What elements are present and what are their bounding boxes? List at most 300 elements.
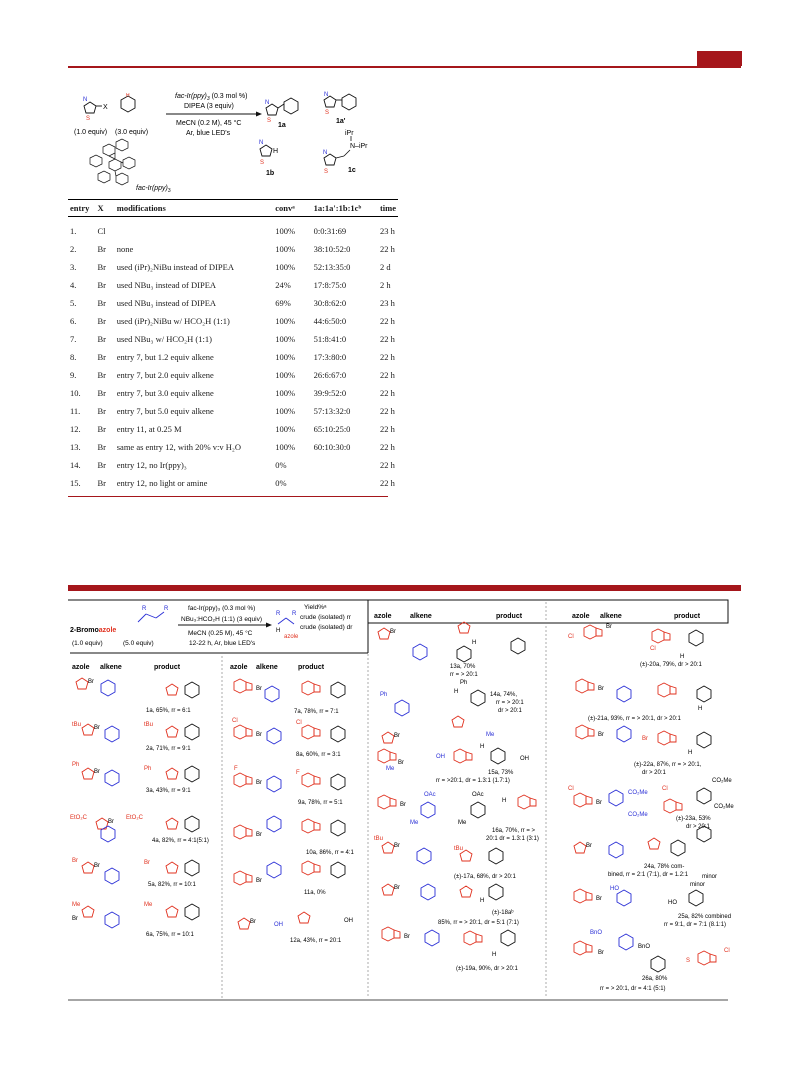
cell-ratio xyxy=(312,456,378,474)
cell-x: Br xyxy=(97,478,107,488)
header-accent-block xyxy=(697,51,742,66)
column-headers xyxy=(72,613,701,671)
table-row xyxy=(68,420,398,438)
cell-ratio: 17:3:80:0 xyxy=(313,352,347,362)
svg-text:Br: Br xyxy=(94,725,100,731)
svg-text:Br: Br xyxy=(404,934,410,940)
svg-text:(±)-17a, 68%, dr > 20:1: (±)-17a, 68%, dr > 20:1 xyxy=(454,874,516,880)
svg-text:azole: azole xyxy=(72,664,90,671)
substrate-scope-scheme xyxy=(68,598,741,1003)
svg-text:iPr: iPr xyxy=(345,130,354,137)
table-footer-rule xyxy=(68,496,388,497)
svg-text:OAc: OAc xyxy=(472,792,484,798)
product-1b xyxy=(259,140,278,177)
svg-text:(1.0 equiv): (1.0 equiv) xyxy=(72,640,103,647)
svg-text:Br: Br xyxy=(144,860,150,866)
cell-modification: entry 7, but 3.0 equiv alkene xyxy=(116,388,214,398)
col-modifications: modifications xyxy=(115,200,274,217)
svg-text:azole: azole xyxy=(572,613,590,620)
svg-text:Br: Br xyxy=(72,916,78,922)
svg-text:(±)-23a, 53%: (±)-23a, 53% xyxy=(676,816,711,822)
cell-conv: 24% xyxy=(275,280,291,290)
cell-modification: same as entry 12, with 20% v:v H₂O xyxy=(116,442,242,452)
cell-conv: 100% xyxy=(275,316,296,326)
svg-text:CO₂Me: CO₂Me xyxy=(712,778,732,784)
svg-text:15a, 73%: 15a, 73% xyxy=(488,770,514,776)
cell-entry: 14. xyxy=(70,460,81,470)
svg-text:H: H xyxy=(276,628,281,634)
svg-text:Br: Br xyxy=(256,832,262,838)
svg-text:Br: Br xyxy=(94,863,100,869)
cell-time: 22 h xyxy=(379,334,395,344)
svg-text:Br: Br xyxy=(598,732,604,738)
svg-text:(±)-20a, 79%, dr > 20:1: (±)-20a, 79%, dr > 20:1 xyxy=(640,662,702,668)
condition-base: DIPEA (3 equiv) xyxy=(184,103,234,110)
cell-entry: 13. xyxy=(70,442,81,452)
svg-text:X: X xyxy=(103,104,108,111)
cell-x: Br xyxy=(97,424,107,434)
svg-text:1b: 1b xyxy=(266,170,275,177)
svg-text:minor: minor xyxy=(690,882,706,888)
column-4 xyxy=(568,624,734,992)
svg-text:8a, 60%, rr = 3:1: 8a, 60%, rr = 3:1 xyxy=(296,752,341,758)
svg-text:H: H xyxy=(480,898,485,904)
cell-conv: 100% xyxy=(275,406,296,416)
svg-text:N: N xyxy=(324,92,329,98)
cell-ratio: 26:6:67:0 xyxy=(313,370,347,380)
cell-conv: 100% xyxy=(275,225,296,236)
svg-text:Ph: Ph xyxy=(380,692,388,698)
svg-text:Br: Br xyxy=(398,760,404,766)
svg-text:2a, 71%, rr = 9:1: 2a, 71%, rr = 9:1 xyxy=(146,746,191,752)
svg-text:9a, 78%, rr = 5:1: 9a, 78%, rr = 5:1 xyxy=(298,800,343,806)
svg-text:Br: Br xyxy=(250,919,256,925)
svg-text:Cl: Cl xyxy=(232,718,238,724)
svg-text:tBu: tBu xyxy=(374,836,384,842)
column-3 xyxy=(374,622,539,972)
svg-text:R: R xyxy=(276,611,281,617)
cell-ratio: 39:9:52:0 xyxy=(313,388,347,398)
column-2 xyxy=(232,679,355,944)
svg-text:4a, 82%, rr = 4:1(5:1): 4a, 82%, rr = 4:1(5:1) xyxy=(152,838,209,844)
cell-time: 22 h xyxy=(379,478,395,488)
svg-text:product: product xyxy=(154,664,181,671)
cell-conv: 0% xyxy=(275,460,287,470)
svg-text:R: R xyxy=(292,611,297,617)
product-1a xyxy=(265,98,298,129)
svg-text:Ph: Ph xyxy=(144,766,152,772)
cell-conv: 100% xyxy=(275,244,296,254)
svg-text:1c: 1c xyxy=(348,167,356,174)
svg-text:CO₂Me: CO₂Me xyxy=(714,804,734,810)
reagent1-equiv: (1.0 equiv) xyxy=(74,129,108,136)
cell-modification: none xyxy=(116,244,134,254)
col-entry: entry xyxy=(68,200,96,217)
svg-text:6a, 75%, rr = 10:1: 6a, 75%, rr = 10:1 xyxy=(146,932,194,938)
svg-text:(±)-22a, 87%, rr = > 20:1,: (±)-22a, 87%, rr = > 20:1, xyxy=(634,762,702,768)
svg-text:H: H xyxy=(454,689,459,695)
svg-text:NBu₃:HCO₂H (1:1) (3 equiv): NBu₃:HCO₂H (1:1) (3 equiv) xyxy=(181,616,263,623)
catalyst-label: fac-$Ir(ppy)_3$ xyxy=(136,185,171,194)
cell-x: Br xyxy=(97,334,107,344)
table-row xyxy=(68,276,398,294)
svg-text:N: N xyxy=(265,100,270,106)
svg-text:12-22 h, Ar, blue LED's: 12-22 h, Ar, blue LED's xyxy=(189,640,256,647)
cell-conv: 100% xyxy=(275,442,296,452)
header-title: 2-Bromoazole xyxy=(70,627,117,634)
svg-text:H: H xyxy=(492,952,497,958)
cell-x: Cl xyxy=(97,225,106,236)
cell-conv: 100% xyxy=(275,352,296,362)
svg-text:Br: Br xyxy=(586,843,592,849)
cell-entry: 4. xyxy=(70,280,77,290)
svg-text:Br: Br xyxy=(394,885,400,891)
cell-x: Br xyxy=(97,244,107,254)
cell-modification: entry 7, but 2.0 equiv alkene xyxy=(116,370,214,380)
table-row xyxy=(68,217,398,241)
cell-x: Br xyxy=(97,370,107,380)
cell-modification xyxy=(115,217,274,241)
svg-text:F: F xyxy=(234,766,238,772)
svg-text:(±)-21a, 93%, rr = > 20:1, dr: (±)-21a, 93%, rr = > 20:1, dr > 20:1 xyxy=(588,716,681,722)
svg-text:BnO: BnO xyxy=(590,930,603,936)
svg-text:crude (isolated) dr: crude (isolated) dr xyxy=(300,624,353,631)
svg-text:F: F xyxy=(296,770,300,776)
svg-text:Cl: Cl xyxy=(568,634,574,640)
cell-ratio: 60:10:30:0 xyxy=(313,442,351,452)
svg-text:(5.0 equiv): (5.0 equiv) xyxy=(123,640,154,647)
cell-ratio: 44:6:50:0 xyxy=(313,316,347,326)
svg-text:Br: Br xyxy=(256,780,262,786)
svg-text:S: S xyxy=(86,116,91,122)
cell-conv: 69% xyxy=(275,298,291,308)
svg-text:rr = 9:1, dr = 7:1 (8.1:1): rr = 9:1, dr = 7:1 (8.1:1) xyxy=(664,922,727,928)
svg-text:OAc: OAc xyxy=(424,792,436,798)
svg-text:12a, 43%, rr = 20:1: 12a, 43%, rr = 20:1 xyxy=(290,938,342,944)
svg-text:tBu: tBu xyxy=(144,722,154,728)
svg-text:tBu: tBu xyxy=(72,722,82,728)
svg-text:alkene: alkene xyxy=(410,613,432,620)
cell-ratio: 57:13:32:0 xyxy=(313,406,351,416)
svg-text:Br: Br xyxy=(108,819,114,825)
cell-entry: 1. xyxy=(70,225,77,236)
table-row xyxy=(68,474,398,492)
cell-x: Br xyxy=(97,262,107,272)
cell-modification: entry 11, at 0.25 M xyxy=(116,424,182,434)
column-1 xyxy=(70,678,209,938)
svg-text:minor: minor xyxy=(702,874,718,880)
col-conv: convᵃ xyxy=(273,200,311,217)
col-x: X xyxy=(96,200,115,217)
cell-time: 23 h xyxy=(379,225,395,236)
optimization-table xyxy=(68,199,398,492)
cell-x: Br xyxy=(97,352,107,362)
svg-text:rr = > 20:1: rr = > 20:1 xyxy=(496,700,524,706)
svg-text:S: S xyxy=(260,160,265,166)
cell-x: Br xyxy=(97,280,107,290)
svg-text:1a': 1a' xyxy=(336,118,346,125)
svg-text:1a, 65%, rr = 6:1: 1a, 65%, rr = 6:1 xyxy=(146,708,191,714)
svg-text:rr = > 20:1, dr = 4:1 (5:1): rr = > 20:1, dr = 4:1 (5:1) xyxy=(600,986,666,992)
svg-text:N: N xyxy=(259,140,264,146)
svg-text:Me: Me xyxy=(486,732,495,738)
svg-text:24a, 78% com-: 24a, 78% com- xyxy=(644,864,685,870)
svg-text:H: H xyxy=(688,750,693,756)
cell-time: 2 h xyxy=(379,280,391,290)
svg-text:H: H xyxy=(472,640,477,646)
table-row xyxy=(68,384,398,402)
cell-ratio: 38:10:52:0 xyxy=(313,244,351,254)
svg-text:1a: 1a xyxy=(278,122,286,129)
svg-text:Br: Br xyxy=(256,878,262,884)
table-row xyxy=(68,402,398,420)
svg-text:S: S xyxy=(267,118,272,124)
cell-time: 22 h xyxy=(379,442,395,452)
table-row xyxy=(68,438,398,456)
svg-text:Br: Br xyxy=(596,800,602,806)
svg-text:OH: OH xyxy=(274,922,283,928)
cell-entry: 3. xyxy=(70,262,77,272)
table-row xyxy=(68,294,398,312)
col-time: time xyxy=(378,200,398,217)
svg-text:16a, 70%, rr = >: 16a, 70%, rr = > xyxy=(492,828,536,834)
svg-text:alkene: alkene xyxy=(100,664,122,671)
table-row xyxy=(68,456,398,474)
table-row xyxy=(68,258,398,276)
cell-ratio: 51:8:41:0 xyxy=(313,334,347,344)
cell-conv: 0% xyxy=(275,478,287,488)
svg-text:rr = > 20:1: rr = > 20:1 xyxy=(450,672,478,678)
cell-modification: used (iPr)₂NiBu w/ HCO₂H (1:1) xyxy=(116,316,230,326)
cell-time: 22 h xyxy=(379,370,395,380)
svg-text:10a, 86%, rr = 4:1: 10a, 86%, rr = 4:1 xyxy=(306,850,354,856)
svg-text:Br: Br xyxy=(394,733,400,739)
svg-text:Br: Br xyxy=(256,686,262,692)
table-row xyxy=(68,240,398,258)
svg-text:rr = >20:1, dr = 1.3:1 (1.7:1): rr = >20:1, dr = 1.3:1 (1.7:1) xyxy=(436,778,510,784)
svg-text:dr > 20:1: dr > 20:1 xyxy=(498,708,522,714)
svg-text:11a, 0%: 11a, 0% xyxy=(304,890,326,896)
svg-text:Br: Br xyxy=(400,802,406,808)
cell-modification: used NBu₃ instead of DIPEA xyxy=(116,298,217,308)
svg-text:HO: HO xyxy=(610,886,619,892)
product-1a-prime xyxy=(324,92,356,125)
cell-entry: 15. xyxy=(70,478,81,488)
svg-text:Me: Me xyxy=(410,820,419,826)
svg-text:crude (isolated) rr: crude (isolated) rr xyxy=(300,614,351,621)
svg-text:azole: azole xyxy=(284,634,299,640)
condition-light: Ar, blue LED's xyxy=(186,130,231,137)
svg-text:R: R xyxy=(142,606,147,612)
cell-entry: 9. xyxy=(70,370,77,380)
cell-x: Br xyxy=(97,442,107,452)
svg-text:S: S xyxy=(324,169,329,175)
svg-text:Cl: Cl xyxy=(568,786,574,792)
svg-text:EtO₂C: EtO₂C xyxy=(126,815,143,821)
svg-text:Me: Me xyxy=(386,766,395,772)
cell-ratio: 65:10:25:0 xyxy=(313,424,351,434)
svg-text:H: H xyxy=(680,654,685,660)
svg-text:Br: Br xyxy=(256,732,262,738)
cell-ratio: 17:8:75:0 xyxy=(313,280,347,290)
col-ratio: 1a:1a':1b:1cᵇ xyxy=(312,200,378,217)
cell-ratio: 30:8:62:0 xyxy=(313,298,347,308)
svg-text:bined, rr = 2:1 (7:1), dr = 1.: bined, rr = 2:1 (7:1), dr = 1.2:1 xyxy=(608,872,689,878)
svg-text:Br: Br xyxy=(394,843,400,849)
section-divider xyxy=(68,585,741,591)
svg-text:Cl: Cl xyxy=(650,646,656,652)
cell-ratio: 0:0:31:69 xyxy=(313,225,347,236)
svg-text:product: product xyxy=(674,613,701,620)
svg-text:Br: Br xyxy=(596,896,602,902)
cell-time: 22 h xyxy=(379,406,395,416)
azole-reagent xyxy=(83,97,108,122)
svg-text:CO₂Me: CO₂Me xyxy=(628,790,648,796)
catalyst-structure xyxy=(90,139,135,185)
svg-text:Ph: Ph xyxy=(460,680,468,686)
scheme-header xyxy=(68,600,728,653)
cell-modification: used (iPr)₂NiBu instead of DIPEA xyxy=(116,262,234,272)
cell-conv: 100% xyxy=(275,388,296,398)
svg-text:Cl: Cl xyxy=(662,786,668,792)
svg-text:H: H xyxy=(480,744,485,750)
svg-text:alkene: alkene xyxy=(600,613,622,620)
svg-text:Yield%ᵃ: Yield%ᵃ xyxy=(304,604,327,611)
svg-text:OH: OH xyxy=(344,918,353,924)
cell-entry: 2. xyxy=(70,244,77,254)
cell-ratio: 52:13:35:0 xyxy=(313,262,351,272)
svg-text:H: H xyxy=(273,148,279,155)
svg-text:5a, 82%, rr = 10:1: 5a, 82%, rr = 10:1 xyxy=(148,882,196,888)
svg-text:R: R xyxy=(164,606,169,612)
reaction-scheme-figure xyxy=(68,82,398,200)
svg-text:OH: OH xyxy=(436,754,445,760)
cell-time: 22 h xyxy=(379,316,395,326)
cell-modification: entry 12, no Ir(ppy)₃ xyxy=(116,460,187,470)
svg-text:Br: Br xyxy=(606,624,612,630)
cell-time: 22 h xyxy=(379,424,395,434)
cell-ratio xyxy=(312,474,378,492)
svg-text:Br: Br xyxy=(598,950,604,956)
svg-text:tBu: tBu xyxy=(454,846,464,852)
cell-time: 22 h xyxy=(379,244,395,254)
svg-text:Me: Me xyxy=(458,820,467,826)
svg-text:Br: Br xyxy=(390,629,396,635)
cell-entry: 8. xyxy=(70,352,77,362)
cell-x: Br xyxy=(97,316,107,326)
svg-text:13a, 70%: 13a, 70% xyxy=(450,664,476,670)
cell-modification: used NBu₃ w/ HCO₂H (1:1) xyxy=(116,334,212,344)
cell-time: 22 h xyxy=(379,352,395,362)
cell-x: Br xyxy=(97,406,107,416)
cell-time: 22 h xyxy=(379,388,395,398)
cell-x: Br xyxy=(97,460,107,470)
cell-time: 2 d xyxy=(379,262,391,272)
svg-text:dr > 20:1: dr > 20:1 xyxy=(642,770,666,776)
svg-text:dr > 20:1: dr > 20:1 xyxy=(686,824,710,830)
svg-text:product: product xyxy=(496,613,523,620)
table-row xyxy=(68,330,398,348)
cell-conv: 100% xyxy=(275,424,296,434)
cell-entry: 12. xyxy=(70,424,81,434)
svg-text:Ph: Ph xyxy=(72,762,80,768)
svg-text:Br: Br xyxy=(88,679,94,685)
svg-text:S: S xyxy=(686,958,691,964)
cell-modification: entry 7, but 5.0 equiv alkene xyxy=(116,406,214,416)
svg-text:MeCN (0.25 M), 45 °C: MeCN (0.25 M), 45 °C xyxy=(188,630,253,637)
table-row xyxy=(68,366,398,384)
condition-solvent: MeCN (0.2 M), 45 °C xyxy=(176,120,242,127)
svg-text:Me: Me xyxy=(144,902,153,908)
cell-modification: used NBu₃ instead of DIPEA xyxy=(116,280,217,290)
cell-conv: 100% xyxy=(275,334,296,344)
cell-entry: 5. xyxy=(70,298,77,308)
svg-text:14a, 74%,: 14a, 74%, xyxy=(490,692,518,698)
svg-text:Br: Br xyxy=(642,736,648,742)
svg-text:fac-Ir(ppy)₃ (0.3 mol %): fac-Ir(ppy)₃ (0.3 mol %) xyxy=(188,605,256,612)
svg-text:S: S xyxy=(325,110,330,116)
svg-text:25a, 82% combined: 25a, 82% combined xyxy=(678,914,732,920)
svg-text:N: N xyxy=(323,150,328,156)
svg-text:Cl: Cl xyxy=(724,948,730,954)
cell-conv: 100% xyxy=(275,262,296,272)
table-header-row xyxy=(68,200,398,217)
svg-text:CO₂Me: CO₂Me xyxy=(628,812,648,818)
table-row xyxy=(68,348,398,366)
svg-text:H: H xyxy=(502,798,507,804)
svg-text:product: product xyxy=(298,664,325,671)
cell-time: 22 h xyxy=(379,460,395,470)
cell-entry: 11. xyxy=(70,406,81,416)
svg-text:N–iPr: N–iPr xyxy=(350,143,368,150)
svg-text:OH: OH xyxy=(520,756,529,762)
svg-text:(±)-18aᵇ: (±)-18aᵇ xyxy=(492,910,514,916)
alkene-reagent xyxy=(121,93,135,112)
cell-modification: entry 12, no light or amine xyxy=(116,478,208,488)
svg-text:azole: azole xyxy=(374,613,392,620)
svg-text:HO: HO xyxy=(668,900,677,906)
svg-text:3a, 43%, rr = 9:1: 3a, 43%, rr = 9:1 xyxy=(146,788,191,794)
product-1c xyxy=(323,130,368,175)
header-rule xyxy=(68,66,741,68)
svg-text:7a, 78%, rr = 7:1: 7a, 78%, rr = 7:1 xyxy=(294,709,339,715)
cell-conv: 100% xyxy=(275,370,296,380)
cell-x: Br xyxy=(97,388,107,398)
condition-catalyst: fac-$Ir(ppy)_3$ (0.3 mol %) xyxy=(175,93,248,102)
cell-time: 23 h xyxy=(379,298,395,308)
cell-entry: 10. xyxy=(70,388,81,398)
svg-text:Br: Br xyxy=(598,686,604,692)
svg-text:20:1 dr = 1.3:1 (3:1): 20:1 dr = 1.3:1 (3:1) xyxy=(486,836,539,842)
svg-text:alkene: alkene xyxy=(256,664,278,671)
svg-text:Br: Br xyxy=(72,858,78,864)
svg-text:H: H xyxy=(126,93,130,99)
svg-text:azole: azole xyxy=(230,664,248,671)
cell-entry: 7. xyxy=(70,334,77,344)
svg-text:BnO: BnO xyxy=(638,944,651,950)
reagent2-equiv: (3.0 equiv) xyxy=(115,129,149,136)
cell-x: Br xyxy=(97,298,107,308)
svg-text:26a, 80%: 26a, 80% xyxy=(642,976,668,982)
svg-text:H: H xyxy=(698,706,703,712)
svg-text:Me: Me xyxy=(72,902,81,908)
table-row xyxy=(68,312,398,330)
cell-modification: entry 7, but 1.2 equiv alkene xyxy=(116,352,214,362)
svg-text:N: N xyxy=(83,97,88,103)
svg-text:Cl: Cl xyxy=(296,720,302,726)
svg-text:85%, rr = > 20:1, dr = 5:1 (7:: 85%, rr = > 20:1, dr = 5:1 (7:1) xyxy=(438,920,519,926)
cell-entry: 6. xyxy=(70,316,77,326)
